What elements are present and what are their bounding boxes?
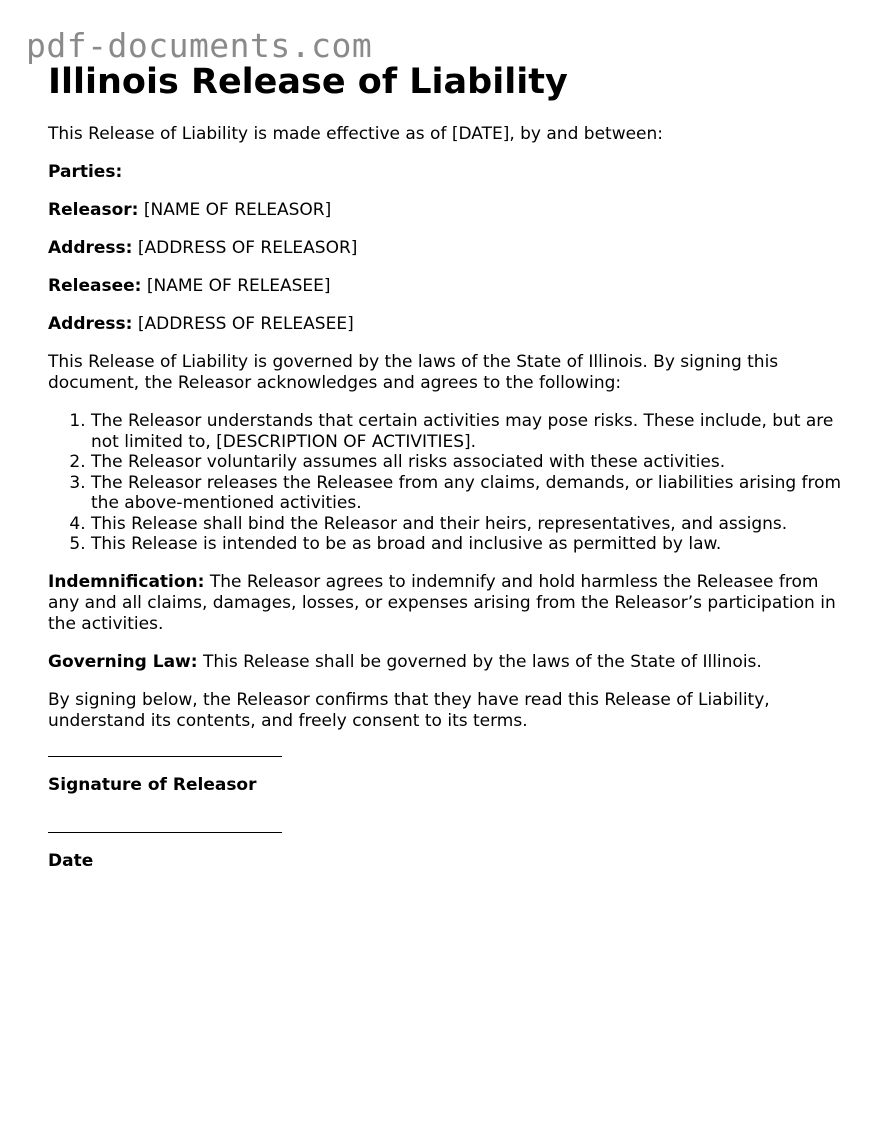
releasor-value: [NAME OF RELEASOR] (143, 200, 332, 220)
releasee-name-line (48, 276, 848, 297)
document-page (48, 60, 848, 872)
signature-block (48, 756, 848, 872)
watermark: pdf-documents.com (26, 26, 373, 65)
releasee-address-value: [ADDRESS OF RELEASEE] (137, 314, 354, 334)
indemnification-paragraph (48, 572, 848, 635)
governing-law-label: Governing Law: (48, 651, 198, 672)
document-title: Illinois Release of Liability (48, 62, 568, 102)
terms-list-item: 3. The Releasor releases the Releasee from any claims, demands, or liabilities arising from the above-mentioned activities. (91, 473, 848, 514)
governing-intro-paragraph: This Release of Liability is governed by the laws of the State of Illinois. By signing this document, the Releasor acknowledges and agrees to the following: (48, 352, 779, 393)
governing-law-paragraph (48, 652, 848, 673)
terms-list (48, 411, 848, 555)
releasee-address-label: Address: (48, 314, 133, 334)
indemnification-text: The Releasor agrees to indemnify and hold harmless the Releasee from any and all claims, damages, losses, or expenses arising from the Releasor’s participation in the activities. (48, 571, 836, 634)
terms-list-item: 5. This Release is intended to be as broad and inclusive as permitted by law. (91, 534, 848, 555)
releasee-address-line (48, 314, 848, 335)
indemnification-label: Indemnification: (48, 571, 205, 592)
releasor-address-line (48, 238, 848, 259)
date-line (48, 832, 282, 833)
date-label: Date (48, 850, 94, 871)
terms-list-item: 1. The Releasor understands that certain activities may pose risks. These include, but are not limited to, [DESCRIPTION OF ACTIVITIES]. (91, 411, 848, 452)
closing-paragraph: By signing below, the Releasor confirms that they have read this Release of Liability, understand its contents, and freely consent to its terms. (48, 689, 770, 731)
releasor-address-label: Address: (48, 238, 133, 258)
releasor-address-value: [ADDRESS OF RELEASOR] (137, 238, 358, 258)
intro-paragraph: This Release of Liability is made effective as of [DATE], by and between: (48, 124, 664, 144)
parties-heading: Parties: (48, 162, 123, 182)
terms-list-item: 2. The Releasor voluntarily assumes all risks associated with these activities. (91, 452, 848, 473)
releasor-label: Releasor: (48, 200, 139, 220)
governing-law-text: This Release shall be governed by the laws of the State of Illinois. (202, 651, 762, 672)
releasee-label: Releasee: (48, 276, 142, 296)
releasee-value: [NAME OF RELEASEE] (146, 276, 331, 296)
releasor-name-line (48, 200, 848, 221)
signature-label: Signature of Releasor (48, 774, 257, 795)
signature-line (48, 756, 282, 757)
terms-list-item: 4. This Release shall bind the Releasor and their heirs, representatives, and assigns. (91, 514, 848, 535)
